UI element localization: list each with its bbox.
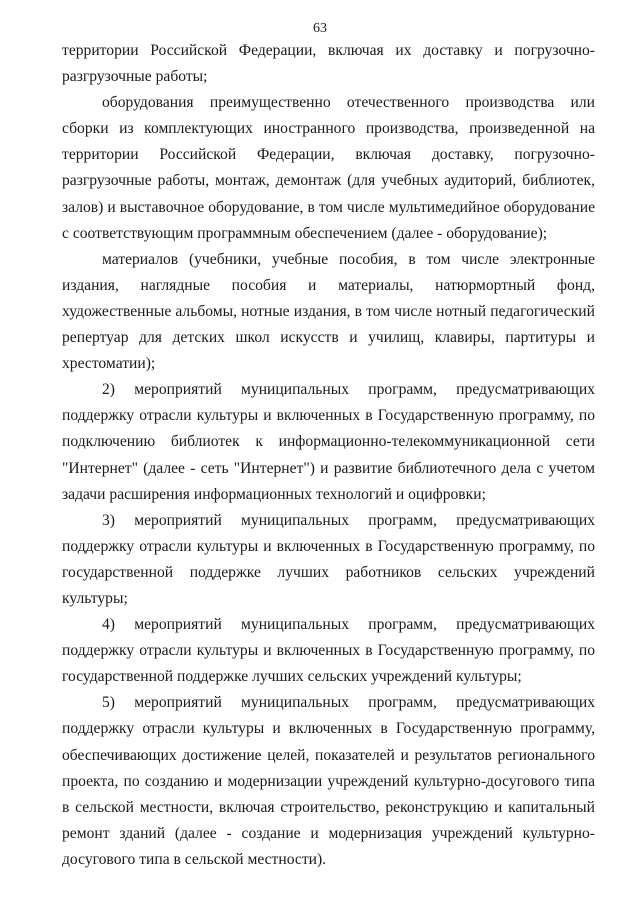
- page-number: 63: [313, 21, 327, 36]
- document-body: [62, 38, 595, 873]
- paragraph-item-4: 4) мероприятий муниципальных программ, предусматривающих поддержку отрасли культуры и включенных в Государственную программу, по государственной поддержке лучших сельских учреждений культуры;: [62, 616, 595, 686]
- paragraph-continuation: территории Российской Федерации, включая их доставку и погрузочно-разгрузочные работы;: [62, 42, 595, 86]
- paragraph-item-3: 3) мероприятий муниципальных программ, предусматривающих поддержку отрасли культуры и включенных в Государственную программу, по государственной поддержке лучших работников сельских учреждений культуры;: [62, 511, 595, 607]
- paragraph-equipment: оборудования преимущественно отечественного производства или сборки из комплектующих иностранного производства, произведенной на территории Российской Федерации, включая доставку, погрузочно-разгрузочные работы, монтаж, демонтаж (для учебных аудиторий, библиотек, залов) и выставочное оборудование, в том числе мультимедийное оборудование с соответствующим программным обеспечением (далее - оборудование);: [62, 94, 595, 242]
- paragraph-item-5: 5) мероприятий муниципальных программ, предусматривающих поддержку отрасли культуры и включенных в Государственную программу, обеспечивающих достижение целей, показателей и результатов регионального проекта, по созданию и модернизации учреждений культурно-досугового типа в сельской местности, включая строительство, реконструкцию и капитальный ремонт зданий (далее - создание и модернизация учреждений культурно-досугового типа в сельской местности).: [62, 694, 595, 868]
- paragraph-materials: материалов (учебники, учебные пособия, в том числе электронные издания, наглядные пособия и материалы, натюрмортный фонд, художественные альбомы, нотные издания, в том числе нотный педагогический репертуар для детских школ искусств и училищ, клавиры, партитуры и хрестоматии);: [62, 250, 595, 373]
- paragraph-item-2: 2) мероприятий муниципальных программ, предусматривающих поддержку отрасли культуры и включенных в Государственную программу, по подключению библиотек к информационно-телекоммуникационной сети "Интернет" (далее - сеть "Интернет") и развитие библиотечного дела с учетом задачи расширения информационных технологий и оцифровки;: [62, 381, 595, 503]
